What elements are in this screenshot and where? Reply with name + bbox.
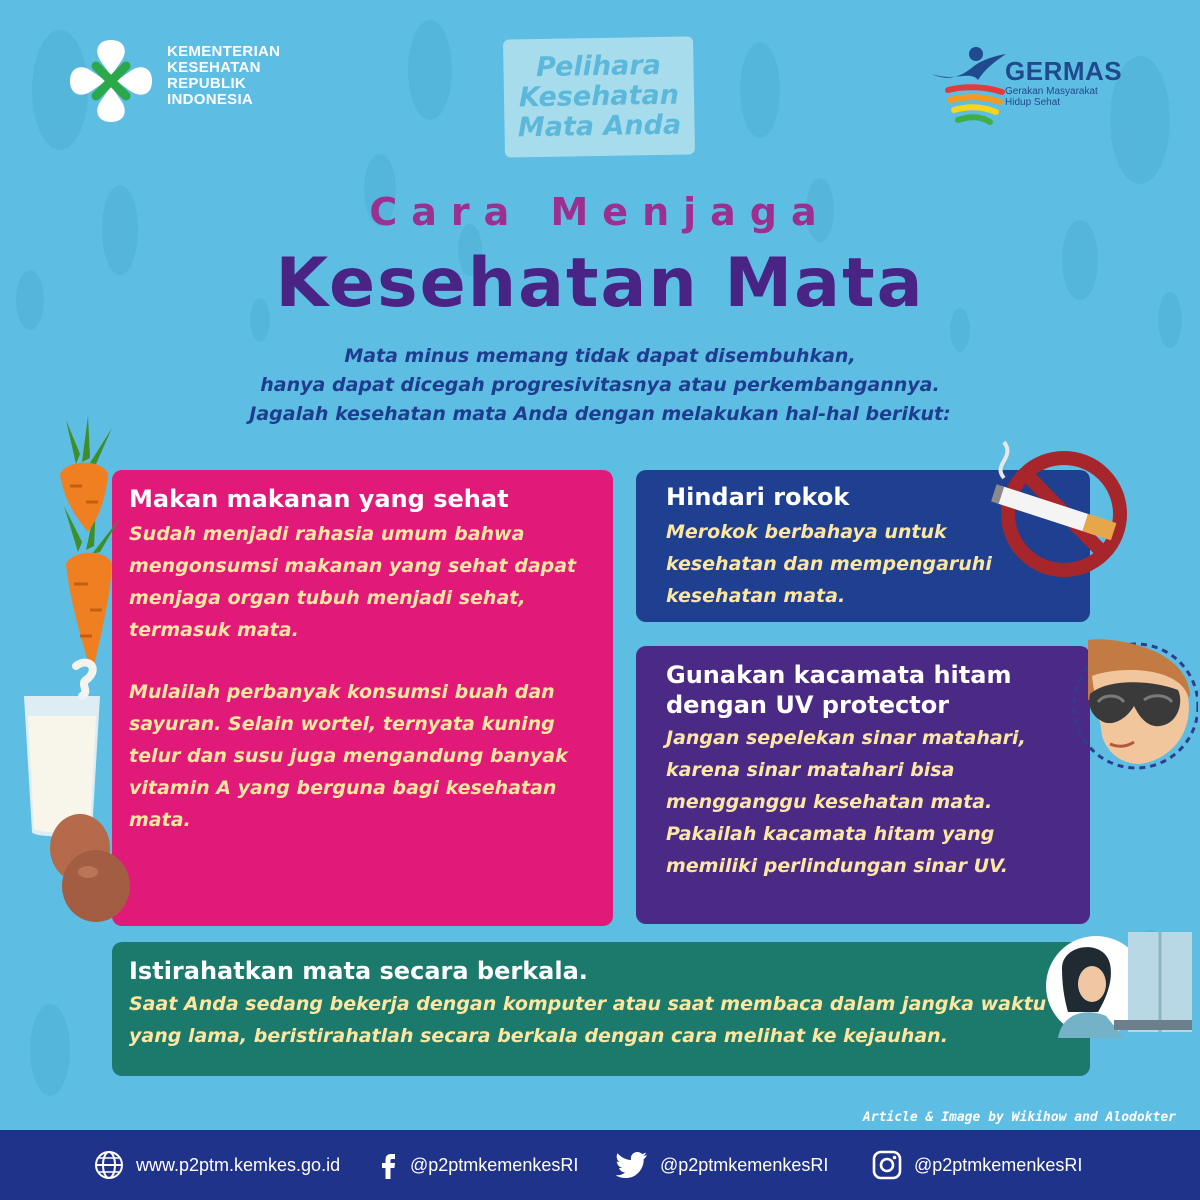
card-rest-eyes bbox=[112, 942, 1090, 1076]
website-link[interactable]: www.p2ptm.kemkes.go.id bbox=[136, 1154, 341, 1175]
footer-facebook[interactable] bbox=[378, 1150, 578, 1180]
tagline bbox=[517, 51, 682, 144]
card-body: Sudah menjadi rahasia umum bahwa mengonsumsi makanan yang sehat dapat menjaga organ tubuh menjadi sehat, termasuk mata. bbox=[129, 523, 577, 641]
globe-icon bbox=[94, 1150, 124, 1180]
egg-illustration bbox=[44, 808, 134, 924]
tagline-line: Kesehatan bbox=[518, 79, 680, 114]
footer-website[interactable] bbox=[94, 1150, 340, 1180]
card-healthy-food bbox=[112, 470, 613, 926]
twitter-icon bbox=[616, 1151, 648, 1179]
ministry-line: REPUBLIK bbox=[167, 75, 247, 92]
tagline-line: Mata Anda bbox=[517, 109, 682, 144]
card-body: Merokok berbahaya untuk kesehatan dan mempengaruhi kesehatan mata. bbox=[666, 521, 992, 607]
footer-twitter[interactable] bbox=[616, 1150, 828, 1180]
instagram-icon bbox=[872, 1150, 902, 1180]
intro-text bbox=[180, 342, 1020, 429]
card-body: Saat Anda sedang bekerja dengan komputer atau saat membaca dalam jangka waktu yang lama, beristirahatlah secara berkala dengan cara melihat ke kejauhan. bbox=[129, 993, 1047, 1047]
card-heading: Gunakan kacamata hitam dengan UV protector bbox=[666, 661, 1012, 719]
card-body: Jangan sepelekan sinar matahari, karena sinar matahari bisa mengganggu kesehatan mata. Pakailah kacamata hitam yang memiliki perlindungan sinar UV. bbox=[666, 727, 1026, 877]
ministry-line: KESEHATAN bbox=[167, 59, 261, 76]
credit-text: Article & Image by Wikihow and Alodokter bbox=[862, 1110, 1176, 1125]
card-heading: Istirahatkan mata secara berkala. bbox=[129, 957, 588, 985]
carrot-illustration bbox=[36, 414, 126, 684]
intro-line: Mata minus memang tidak dapat disembuhkan, bbox=[344, 345, 856, 367]
germas-subtitle-line: Hidup Sehat bbox=[1005, 97, 1061, 108]
facebook-handle[interactable]: @p2ptmkemenkesRI bbox=[410, 1154, 579, 1175]
twitter-handle[interactable]: @p2ptmkemenkesRI bbox=[660, 1154, 829, 1175]
intro-line: hanya dapat dicegah progresivitasnya atau perkembangannya. bbox=[260, 374, 940, 396]
person-at-computer-illustration bbox=[1044, 928, 1194, 1048]
instagram-handle[interactable]: @p2ptmkemenkesRI bbox=[914, 1154, 1083, 1175]
germas-subtitle-line: Gerakan Masyarakat bbox=[1005, 86, 1098, 97]
card-sunglasses bbox=[636, 646, 1090, 924]
ministry-name bbox=[167, 44, 337, 108]
title-small: Cara Menjaga bbox=[369, 190, 831, 234]
no-smoking-icon bbox=[982, 428, 1132, 578]
intro-line: Jagalah kesehatan mata Anda dengan melakukan hal-hal berikut: bbox=[249, 403, 951, 425]
kemenkes-logo bbox=[66, 36, 156, 126]
card-body: Mulailah perbanyak konsumsi buah dan sayuran. Selain wortel, ternyata kuning telur dan susu juga mengandung banyak vitamin A yang berguna bagi kesehatan mata. bbox=[129, 681, 568, 831]
germas-name: GERMAS bbox=[1005, 56, 1123, 86]
card-heading: Makan makanan yang sehat bbox=[129, 485, 509, 513]
germas-logo bbox=[924, 40, 1009, 130]
facebook-icon bbox=[378, 1150, 398, 1180]
page-title: Kesehatan Mata bbox=[275, 244, 925, 323]
tagline-line: Pelihara bbox=[535, 49, 662, 84]
ministry-line: KEMENTERIAN bbox=[167, 43, 281, 60]
tagline-box bbox=[503, 36, 695, 157]
card-heading: Hindari rokok bbox=[666, 483, 850, 511]
footer-instagram[interactable] bbox=[872, 1150, 1082, 1180]
germas-subtitle bbox=[1005, 86, 1098, 108]
sunglasses-face-illustration bbox=[1048, 636, 1198, 776]
ministry-line: INDONESIA bbox=[167, 91, 254, 108]
